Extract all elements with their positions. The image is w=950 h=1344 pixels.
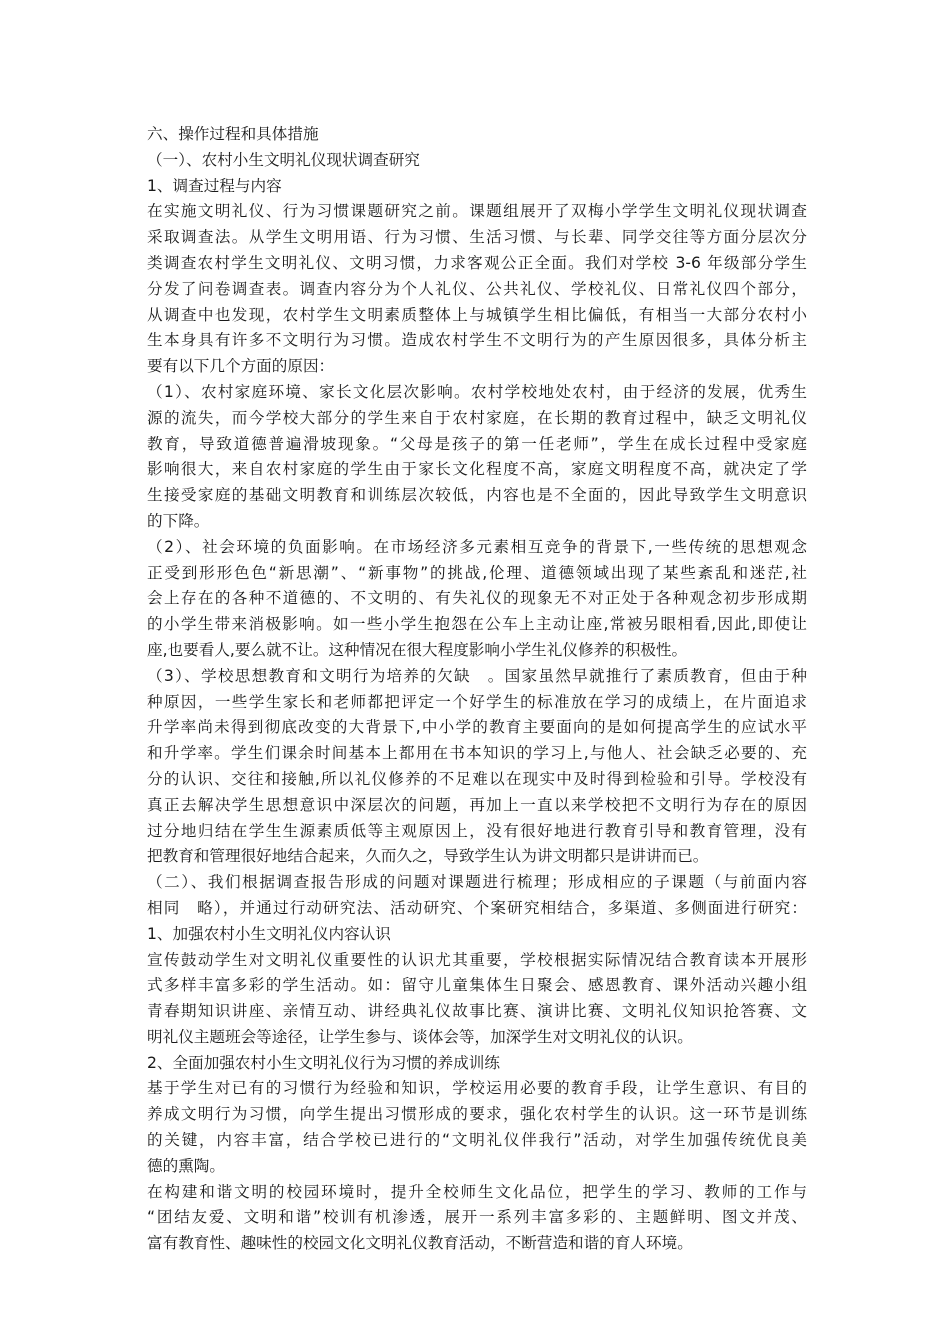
text-line: 教育，导致道德普遍滑坡现象。“父母是孩子的第一任老师”，学生在成长过程中受家庭 bbox=[147, 434, 807, 453]
text-line: 种原因，一些学生家长和老师都把评定一个好学生的标准放在学习的成绩上，在片面追求 bbox=[147, 692, 807, 711]
text-line: 青春期知识讲座、亲情互动、讲经典礼仪故事比赛、演讲比赛、文明礼仪知识抢答赛、文 bbox=[147, 1002, 807, 1021]
text-line: 分的认识、交往和接触,所以礼仪修养的不足难以在现实中及时得到检验和引导。学校没有 bbox=[147, 769, 807, 788]
text-line: 要有以下几个方面的原因： bbox=[147, 357, 335, 376]
text-line: 的关键，内容丰富，结合学校已进行的“文明礼仪伴我行”活动，对学生加强传统优良美 bbox=[147, 1131, 807, 1150]
text-line: 采取调查法。从学生文明用语、行为习惯、生活习惯、与长辈、同学交往等方面分层次分 bbox=[147, 228, 807, 247]
text-line: 类调查农村学生文明礼仪、文明习惯，力求客观公正全面。我们对学校 3-6 年级部分学生 bbox=[147, 253, 807, 272]
text-line: 基于学生对已有的习惯行为经验和知识，学校运用必要的教育手段，让学生意识、有目的 bbox=[147, 1079, 807, 1098]
text-line: 宣传鼓动学生对文明礼仪重要性的认识尤其重要，学校根据实际情况结合教育读本开展形 bbox=[147, 950, 807, 969]
text-line: 1、调查过程与内容 bbox=[147, 176, 282, 195]
text-line: 从调查中也发现，农村学生文明素质整体上与城镇学生相比偏低，有相当一大部分农村小 bbox=[147, 305, 807, 324]
text-line: 六、操作过程和具体措施 bbox=[147, 125, 319, 143]
text-line: 正受到形形色色“新思潮”、“新事物”的挑战,伦理、道德领域出现了某些紊乱和迷茫,社 bbox=[147, 563, 807, 582]
text-line: 在构建和谐文明的校园环境时，提升全校师生文化品位，把学生的学习、教师的工作与 bbox=[147, 1182, 807, 1201]
text-line: （二）、我们根据调查报告形成的问题对课题进行梳理；形成相应的子课题（与前面内容 bbox=[147, 873, 807, 892]
text-line: 2、全面加强农村小生文明礼仪行为习惯的养成训练 bbox=[147, 1053, 500, 1072]
text-line: 会上存在的各种不道德的、不文明的、有失礼仪的现象无不对正处于各种观念初步形成期 bbox=[147, 589, 807, 608]
text-line: 影响很大，来自农村家庭的学生由于家长文化程度不高，家庭文明程度不高，就决定了学 bbox=[147, 460, 807, 479]
text-line: 在实施文明礼仪、行为习惯课题研究之前。课题组展开了双梅小学学生文明礼仪现状调查 bbox=[147, 202, 807, 221]
text-line: 把教育和管理很好地结合起来，久而久之，导致学生认为讲文明都只是讲讲而已。 bbox=[147, 847, 709, 866]
text-line: 富有教育性、趣味性的校园文化文明礼仪教育活动，不断营造和谐的育人环境。 bbox=[147, 1234, 693, 1253]
text-line: 养成文明行为习惯，向学生提出习惯形成的要求，强化农村学生的认识。这一环节是训练 bbox=[147, 1105, 807, 1124]
text-line: 相同 略），并通过行动研究法、活动研究、个案研究相结合，多渠道、多侧面进行研究： bbox=[147, 898, 807, 917]
text-line: 的小学生带来消极影响。如一些小学生抱怨在公车上主动让座,常被另眼相看,因此,即使让 bbox=[147, 615, 807, 634]
text-line: （1）、农村家庭环境、家长文化层次影响。农村学校地处农村，由于经济的发展，优秀生 bbox=[147, 382, 807, 401]
text-line: 德的熏陶。 bbox=[147, 1156, 225, 1175]
text-line: 1、加强农村小生文明礼仪内容认识 bbox=[147, 924, 391, 943]
text-line: “团结友爱、文明和谐”校训有机渗透，展开一系列丰富多彩的、主题鲜明、图文并茂、 bbox=[147, 1208, 807, 1227]
text-line: 过分地归结在学生生源素质低等主观原因上，没有很好地进行教育引导和教育管理，没有 bbox=[147, 821, 807, 840]
text-line: （2）、社会环境的负面影响。在市场经济多元素相互竞争的背景下,一些传统的思想观念 bbox=[147, 537, 807, 556]
text-line: 式多样丰富多彩的学生活动。如：留守儿童集体生日聚会、感恩教育、课外活动兴趣小组 bbox=[147, 976, 807, 995]
text-line: 升学率尚未得到彻底改变的大背景下,中小学的教育主要面向的是如何提高学生的应试水平 bbox=[147, 718, 807, 737]
text-line: 生本身具有许多不文明行为习惯。造成农村学生不文明行为的产生原因很多，具体分析主 bbox=[147, 331, 807, 350]
text-line: 生接受家庭的基础文明教育和训练层次较低，内容也是不全面的，因此导致学生文明意识 bbox=[147, 486, 807, 505]
text-line: （一）、农村小生文明礼仪现状调查研究 bbox=[147, 150, 420, 169]
text-line: （3）、学校思想教育和文明行为培养的欠缺 。国家虽然早就推行了素质教育，但由于种 bbox=[147, 666, 807, 685]
text-line: 的下降。 bbox=[147, 511, 210, 530]
text-line: 明礼仪主题班会等途径，让学生参与、谈体会等，加深学生对文明礼仪的认识。 bbox=[147, 1027, 693, 1046]
text-line: 源的流失，而今学校大部分的学生来自于农村家庭，在长期的教育过程中，缺乏文明礼仪 bbox=[147, 408, 807, 427]
text-line: 分发了问卷调查表。调查内容分为个人礼仪、公共礼仪、学校礼仪、日常礼仪四个部分， bbox=[147, 279, 807, 298]
text-line: 和升学率。学生们课余时间基本上都用在书本知识的学习上,与他人、社会缺乏必要的、充 bbox=[147, 744, 807, 763]
document-page bbox=[147, 122, 807, 1257]
text-line: 座,也要看人,要么就不让。这种情况在很大程度影响小学生礼仪修养的积极性。 bbox=[147, 640, 688, 659]
text-line: 真正去解决学生思想意识中深层次的问题，再加上一直以来学校把不文明行为存在的原因 bbox=[147, 795, 807, 814]
